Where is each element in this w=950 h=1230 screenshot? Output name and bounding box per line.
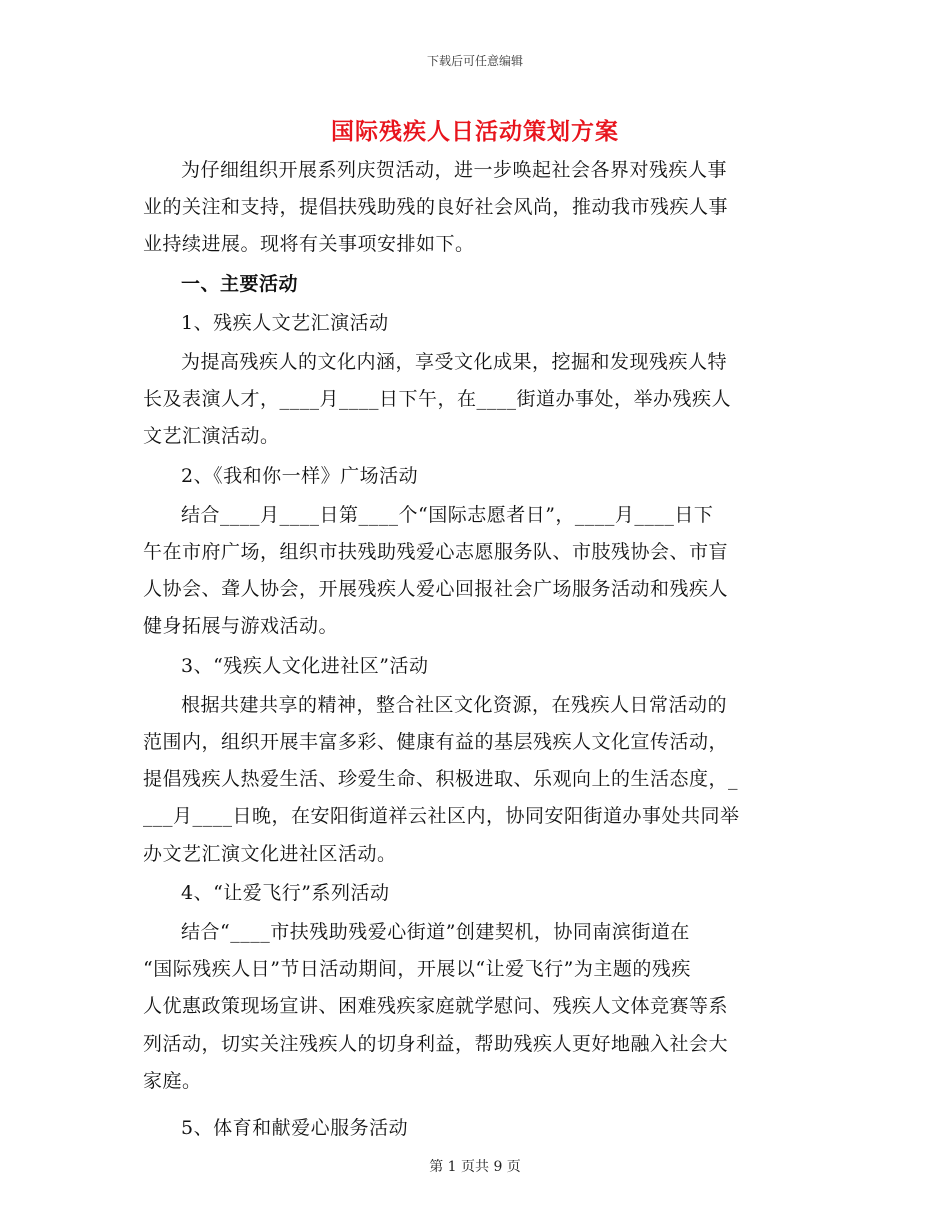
text-line: 提倡残疾人热爱生活、珍爱生命、积极进取、乐观向上的生活态度，_ bbox=[143, 768, 739, 791]
text-line: 办文艺汇演文化进社区活动。 bbox=[143, 842, 397, 865]
item-heading: 5、体育和献爱心服务活动 bbox=[181, 1117, 409, 1140]
item-heading: 2、《我和你一样》广场活动 bbox=[181, 464, 419, 487]
page-footer: 第 1 页共 9 页 bbox=[429, 1159, 521, 1175]
item-heading: 1、残疾人文艺汇演活动 bbox=[181, 311, 389, 334]
document-title: 国际残疾人日活动策划方案 bbox=[331, 118, 619, 145]
text-line: 人优惠政策现场宣讲、困难残疾家庭就学慰问、残疾人文体竞赛等系 bbox=[143, 995, 729, 1018]
text-line: 午在市府广场，组织市扶残助残爱心志愿服务队、市肢残协会、市盲 bbox=[143, 541, 729, 564]
text-line: 列活动，切实关注残疾人的切身利益，帮助残疾人更好地融入社会大 bbox=[143, 1032, 729, 1055]
text-line: 为提高残疾人的文化内涵，享受文化成果，挖掘和发现残疾人特 bbox=[181, 351, 728, 374]
section-heading: 一、主要活动 bbox=[181, 272, 299, 295]
text-line: 业持续进展。现将有关事项安排如下。 bbox=[143, 233, 475, 256]
text-line: 结合“____市扶残助残爱心街道”创建契机，协同南滨街道在 bbox=[181, 921, 690, 944]
text-line: 业的关注和支持，提倡扶残助残的良好社会风尚，推动我市残疾人事 bbox=[143, 196, 729, 219]
text-line: 健身拓展与游戏活动。 bbox=[143, 615, 339, 638]
text-line: 为仔细组织开展系列庆贺活动，进一步唤起社会各界对残疾人事 bbox=[181, 159, 728, 181]
intro-paragraph bbox=[143, 152, 809, 264]
text-line: ___月____日晚，在安阳街道祥云社区内，协同安阳街道办事处共同举 bbox=[143, 805, 740, 828]
item-heading: 3、“残疾人文化进社区”活动 bbox=[181, 654, 429, 677]
header-note: 下载后可任意编辑 bbox=[426, 54, 523, 68]
item-heading: 4、“让爱飞行”系列活动 bbox=[181, 881, 390, 904]
text-line: 根据共建共享的精神，整合社区文化资源，在残疾人日常活动的 bbox=[181, 693, 728, 716]
text-line: 人协会、聋人协会，开展残疾人爱心回报社会广场服务活动和残疾人 bbox=[143, 578, 729, 601]
text-line: 范围内，组织开展丰富多彩、健康有益的基层残疾人文化宣传活动， bbox=[143, 731, 729, 754]
text-line: “国际残疾人日”节日活动期间，开展以“让爱飞行”为主题的残疾 bbox=[143, 958, 691, 981]
document-body bbox=[143, 150, 809, 1147]
text-line: 结合____月____日第____个“国际志愿者日”，____月____日下 bbox=[181, 503, 714, 526]
text-line: 文艺汇演活动。 bbox=[143, 425, 280, 448]
text-line: 家庭。 bbox=[143, 1069, 202, 1092]
text-line: 长及表演人才，____月____日下午，在____街道办事处，举办残疾人 bbox=[143, 388, 732, 411]
